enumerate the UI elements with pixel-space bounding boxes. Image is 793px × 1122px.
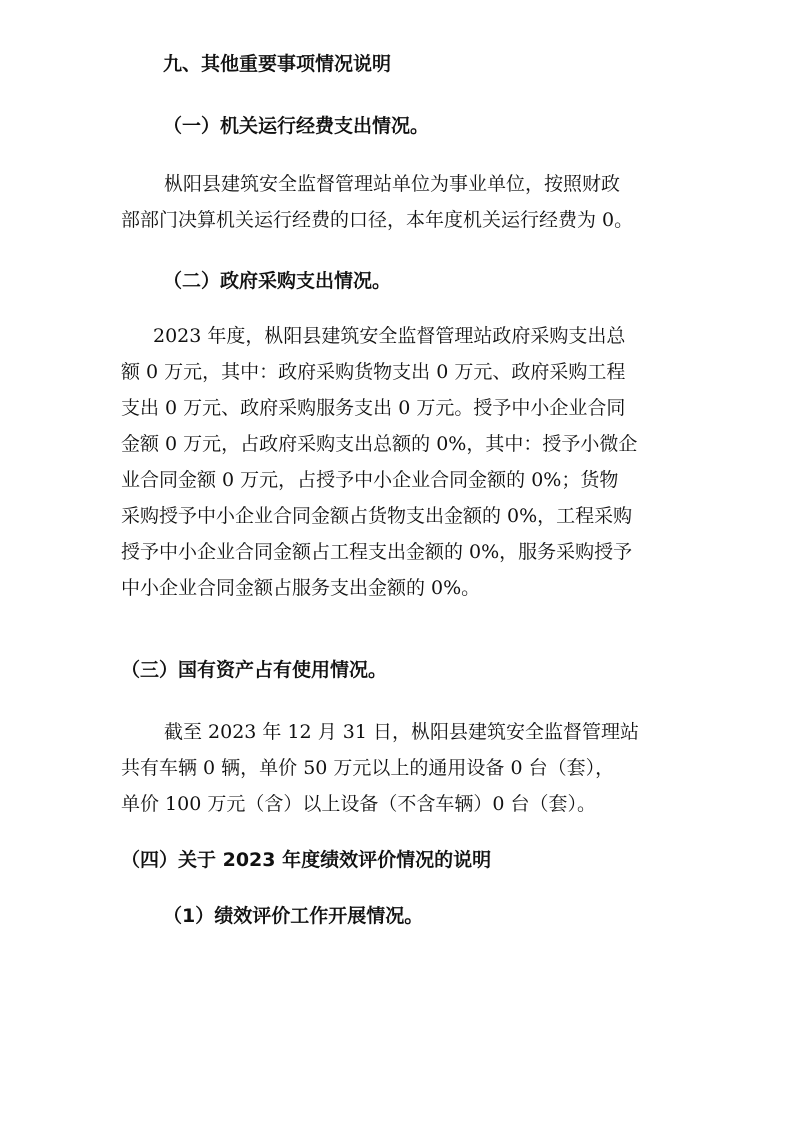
section-title: 九、其他重要事项情况说明 bbox=[163, 53, 392, 75]
paragraph-line: 授予中小企业合同金额占工程支出金额的 0%，服务采购授予 bbox=[121, 541, 633, 563]
paragraph-line: 共有车辆 0 辆，单价 50 万元以上的通用设备 0 台（套）， bbox=[121, 757, 615, 779]
paragraph-line: 中小企业合同金额占服务支出金额的 0%。 bbox=[121, 577, 481, 599]
heading-admin-expenses: （一）机关运行经费支出情况。 bbox=[163, 115, 430, 137]
paragraph-line: 单价 100 万元（含）以上设备（不含车辆）0 台（套）。 bbox=[121, 793, 596, 815]
heading-performance-evaluation: （四）关于 2023 年度绩效评价情况的说明 bbox=[121, 849, 492, 871]
paragraph-line: 支出 0 万元、政府采购服务支出 0 万元。授予中小企业合同 bbox=[121, 397, 626, 419]
paragraph-state-assets bbox=[121, 714, 677, 822]
subheading-evaluation-work: （1）绩效评价工作开展情况。 bbox=[163, 905, 424, 927]
paragraph-line: 部部门决算机关运行经费的口径，本年度机关运行经费为 0。 bbox=[121, 209, 634, 231]
heading-state-assets: （三）国有资产占有使用情况。 bbox=[121, 659, 388, 681]
paragraph-procurement bbox=[121, 318, 677, 606]
paragraph-line: 金额 0 万元，占政府采购支出总额的 0%，其中：授予小微企 bbox=[121, 433, 638, 455]
paragraph-admin-expenses bbox=[121, 166, 677, 238]
paragraph-line: 2023 年度，枞阳县建筑安全监督管理站政府采购支出总 bbox=[153, 325, 626, 347]
paragraph-line: 业合同金额 0 万元，占授予中小企业合同金额的 0%；货物 bbox=[121, 469, 619, 491]
heading-procurement: （二）政府采购支出情况。 bbox=[163, 270, 392, 292]
paragraph-line: 采购授予中小企业合同金额占货物支出金额的 0%，工程采购 bbox=[121, 505, 633, 527]
paragraph-line: 额 0 万元，其中：政府采购货物支出 0 万元、政府采购工程 bbox=[121, 361, 626, 383]
paragraph-line: 截至 2023 年 12 月 31 日，枞阳县建筑安全监督管理站 bbox=[164, 721, 639, 743]
paragraph-line: 枞阳县建筑安全监督管理站单位为事业单位，按照财政 bbox=[164, 173, 621, 195]
